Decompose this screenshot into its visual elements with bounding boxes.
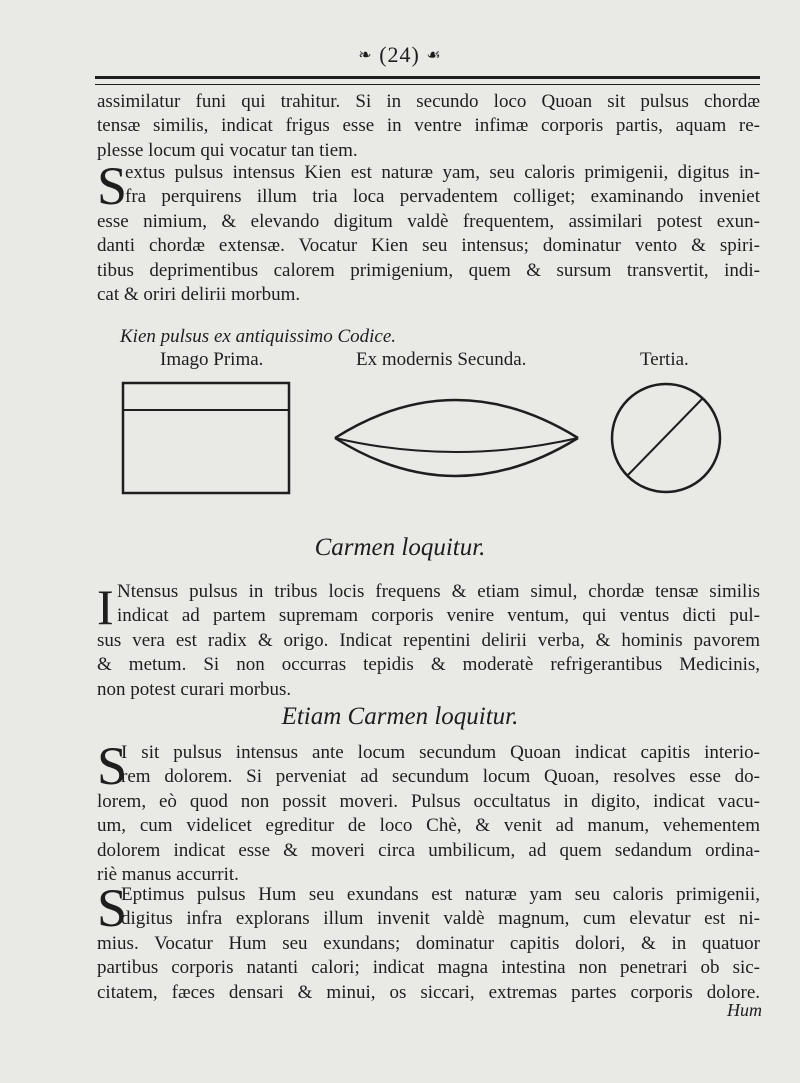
paragraph-1 xyxy=(97,90,760,163)
figure-caption-1: Imago Prima. xyxy=(160,349,264,370)
right-ornament-icon: ☙ xyxy=(426,47,442,64)
figure-lens xyxy=(330,382,585,490)
text-line: sus vera est radix & origo. Indicat repentini delirii verba, & hominis pavorem xyxy=(97,629,760,651)
text-line: Ntensus pulsus in tribus locis frequens & etiam simul, chordæ tensæ similis xyxy=(117,581,760,602)
text-line: assimilatur funi qui trahitur. Si in secundo loco Quoan sit pulsus chordæ xyxy=(97,91,760,112)
text-line: danti chordæ extensæ. Vocatur Kien seu intensus; dominatur vento & spiri- xyxy=(97,235,760,257)
section-heading-1: Carmen loquitur. xyxy=(314,534,486,561)
text-line: cat & oriri delirii morbum. xyxy=(97,283,301,305)
header-rule xyxy=(95,76,760,85)
page-number: (24) xyxy=(379,42,420,67)
text-line: fra perquirens illum tria loca pervadentem colliget; examinando inveniet xyxy=(125,186,760,208)
text-line: mius. Vocatur Hum seu exundans; dominatur capitis dolori, & in quatuor xyxy=(97,932,760,954)
text-line: lorem, eò quod non possit moveri. Pulsus occultatus in digito, indicat vacu- xyxy=(97,790,760,812)
text-line: um, cum videlicet egreditur de loco Chè, & venit ad manum, vehementem xyxy=(97,815,760,837)
drop-cap: S xyxy=(97,878,128,938)
left-ornament-icon: ❧ xyxy=(358,47,373,64)
paragraph-4 xyxy=(97,736,760,887)
text-line: tibus deprimentibus calorem primigenium, quem & sursum transvertit, indi- xyxy=(97,259,760,281)
drop-cap: S xyxy=(97,736,128,796)
text-line: I sit pulsus intensus ante locum secundum Quoan indicat capitis interio- xyxy=(121,742,760,763)
paragraph-3 xyxy=(97,580,760,702)
paragraph-2 xyxy=(97,156,760,307)
figure-caption-3: Tertia. xyxy=(640,349,689,370)
text-line: dolorem indicat esse & moveri circa umbilicum, ad quem sedandum ordina- xyxy=(97,839,760,861)
figure-title: Kien pulsus ex antiquissimo Codice. xyxy=(120,326,397,347)
figure-circle xyxy=(608,380,724,496)
figure-rectangle xyxy=(120,380,292,496)
drop-cap: I xyxy=(97,579,114,635)
paragraph-5 xyxy=(97,878,760,1005)
catchword: Hum xyxy=(727,1000,762,1020)
text-line: non potest curari morbus. xyxy=(97,678,292,700)
text-line: extus pulsus intensus Kien est naturæ yam, seu caloris primigenii, digitus in- xyxy=(125,162,760,183)
section-heading-2: Etiam Carmen loquitur. xyxy=(281,703,519,730)
text-line: & metum. Si non occurras tepidis & moderatè refrigerantibus Medicinis, xyxy=(97,654,760,676)
figure-caption-2: Ex modernis Secunda. xyxy=(356,349,527,370)
running-head xyxy=(0,42,800,68)
text-line: digitus infra explorans illum invenit valdè magnum, cum elevatur est ni- xyxy=(121,908,760,930)
text-line: partibus corporis natanti calori; indicat magna intestina non penetrari ob sic- xyxy=(97,957,760,979)
text-line: riè manus accurrit. xyxy=(97,863,239,885)
drop-cap: S xyxy=(97,156,128,216)
text-line: tensæ similis, indicat frigus esse in ventre infimæ corporis partis, aquam re- xyxy=(97,115,760,137)
text-line: Eptimus pulsus Hum seu exundans est naturæ yam seu caloris primigenii, xyxy=(121,884,760,905)
text-line: plesse locum qui vocatur tan tiem. xyxy=(97,139,358,161)
text-line: citatem, fæces densari & minui, os siccari, extremas partes corporis dolore. xyxy=(97,981,760,1003)
text-line: indicat ad partem supremam corporis venire ventum, qui ventus dicti pul- xyxy=(117,605,760,627)
text-line: esse nimium, & elevando digitum valdè frequentem, assimilari potest exun- xyxy=(97,210,760,232)
text-line: rem dolorem. Si perveniat ad secundum locum Quoan, resolves esse do- xyxy=(121,766,760,788)
